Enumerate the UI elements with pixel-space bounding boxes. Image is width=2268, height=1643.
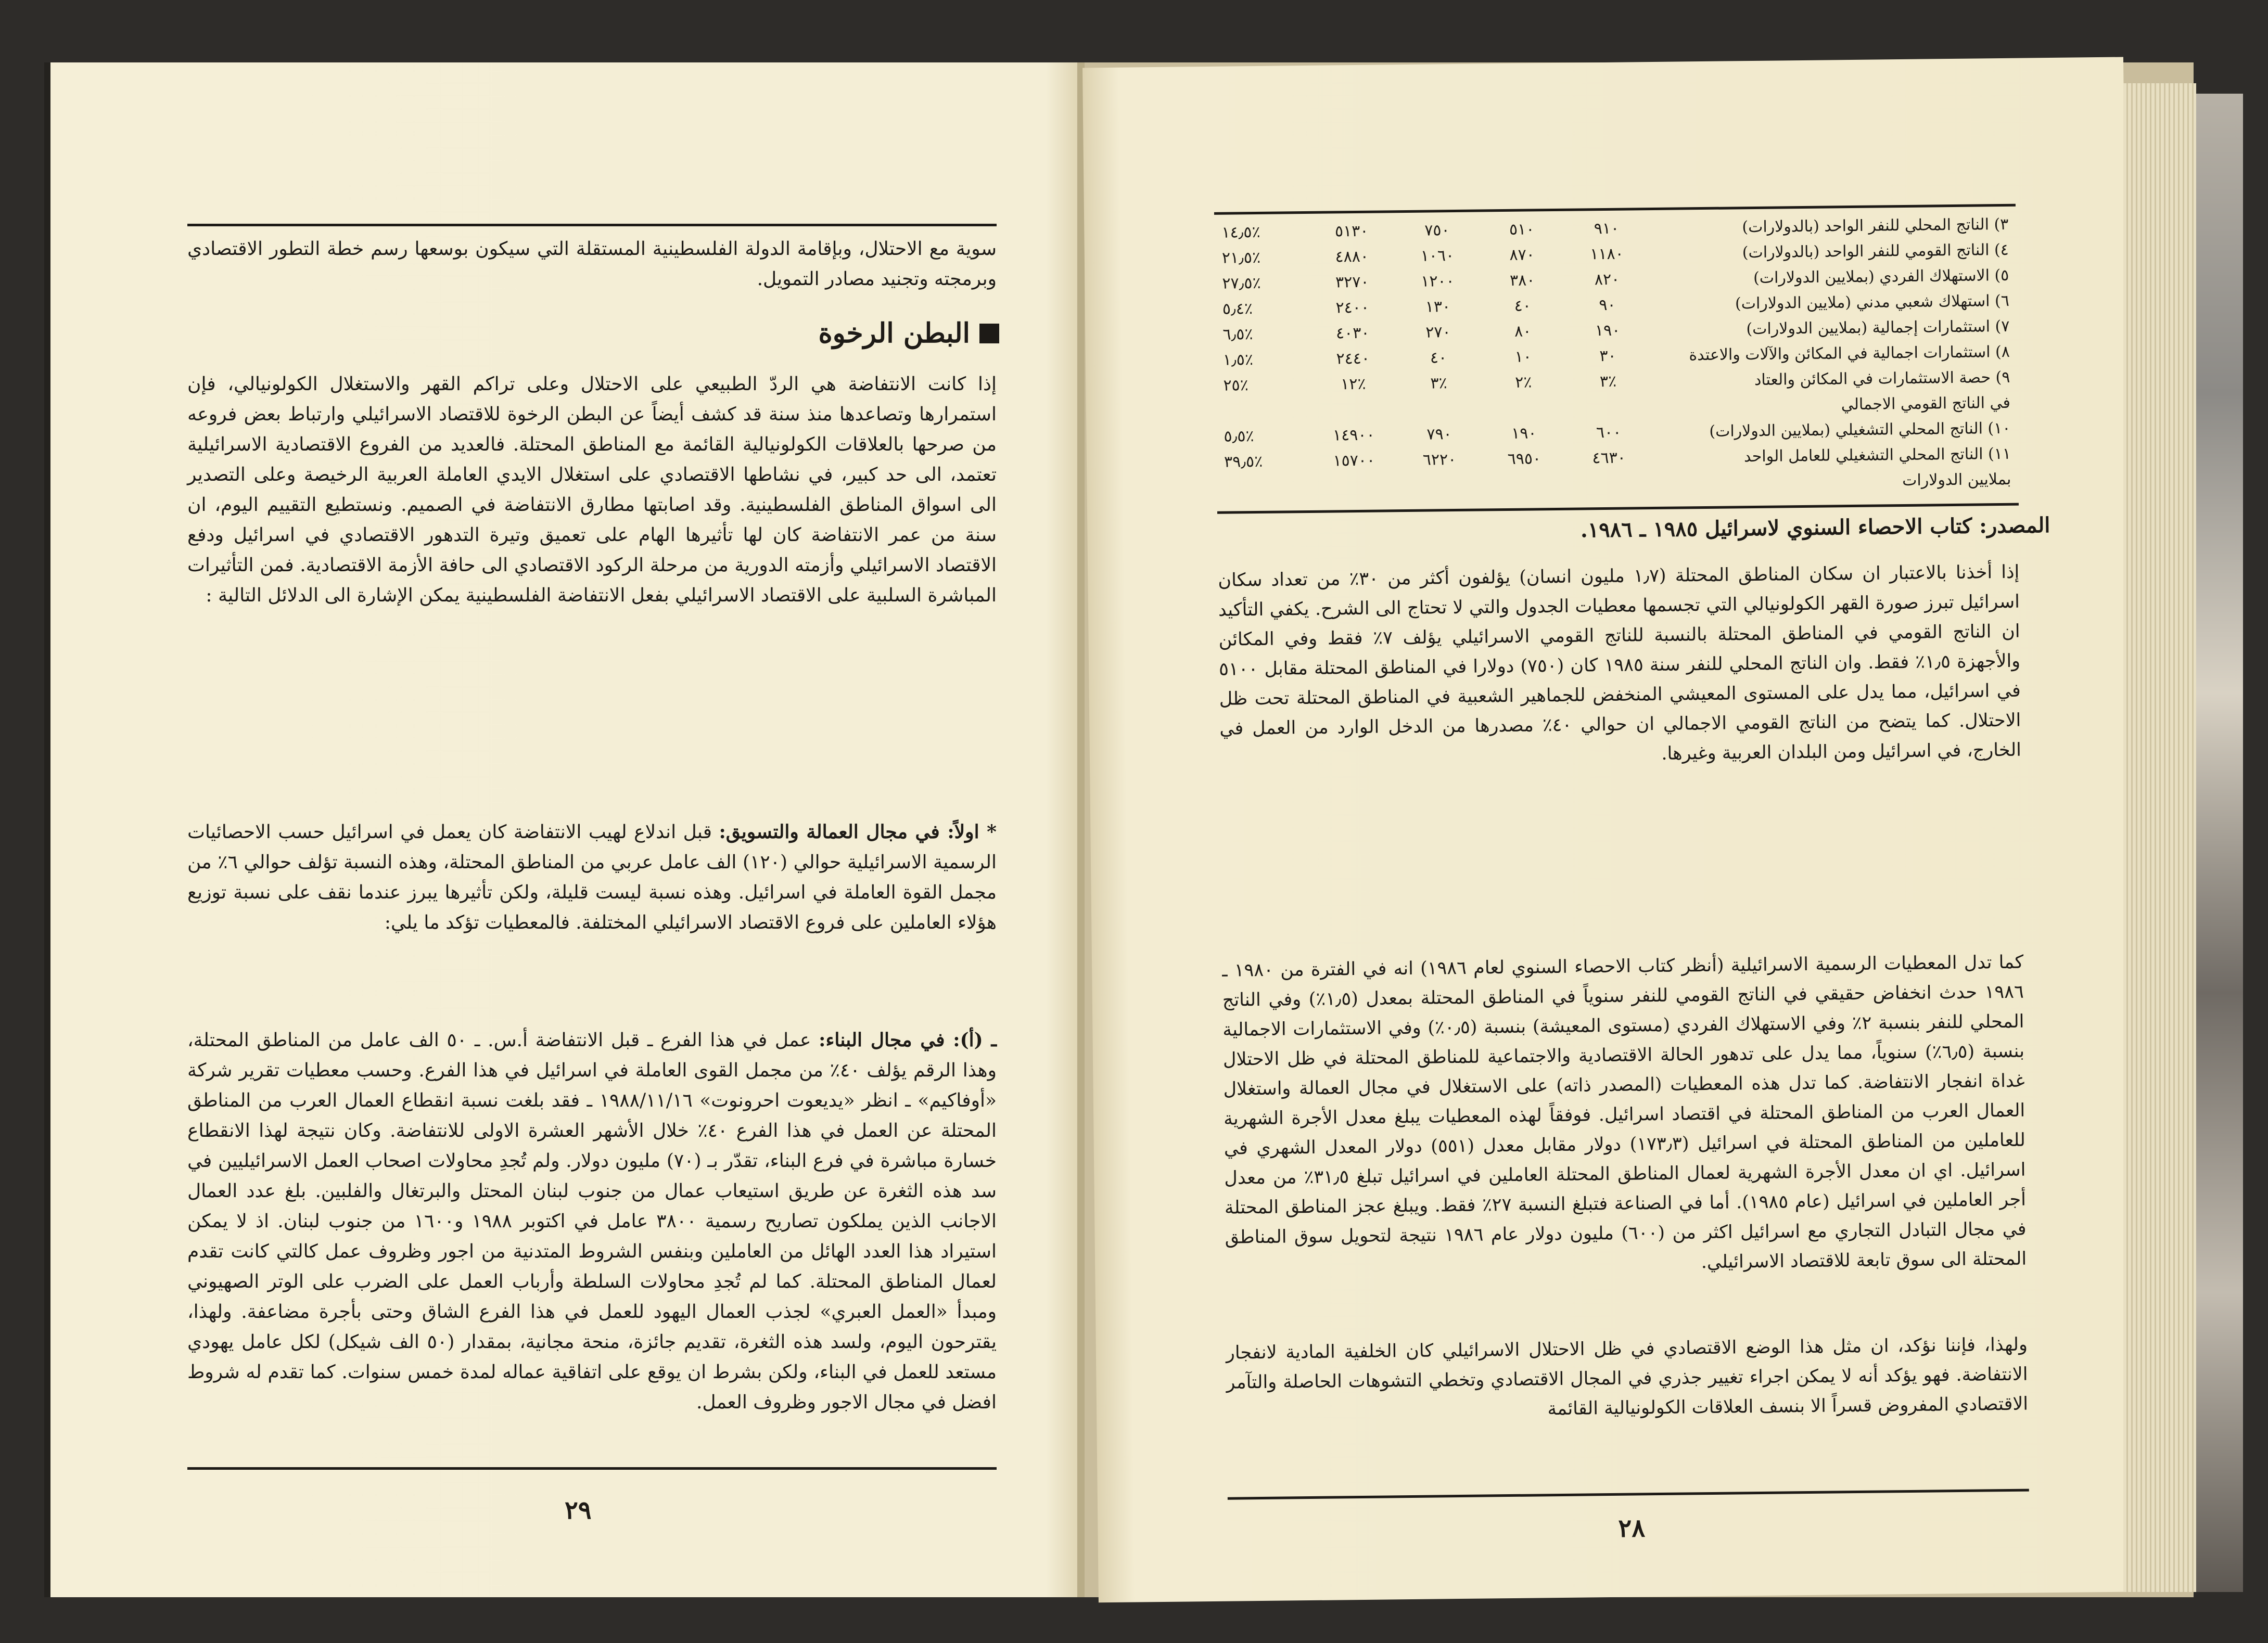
row-value bbox=[1566, 394, 1651, 420]
row-percent: ٪٥٫٤ bbox=[1222, 300, 1253, 318]
row-value bbox=[1311, 473, 1397, 499]
left-page bbox=[44, 62, 1077, 1597]
bottom-rule bbox=[187, 1467, 997, 1470]
row-value: ٪٣ bbox=[1430, 374, 1447, 393]
row-value: ١٠ bbox=[1514, 348, 1532, 366]
paragraph-1 bbox=[187, 369, 997, 611]
row-value bbox=[1482, 471, 1567, 498]
row-value: ٣٢٧٠ bbox=[1335, 273, 1369, 292]
row-value: ٨٧٠ bbox=[1509, 246, 1535, 264]
row-value: ٣٨٠ bbox=[1509, 271, 1535, 290]
section-2-text: عمل في هذا الفرع ـ قبل الانتفاضة أ.س. ـ ٥٠ الف عامل من المناطق المحتلة، وهذا الرقم يؤلف ٤٠٪ من مجمل القوى العاملة في اسرائيل في هذا الفرع. وحسب معطيات تقرير شركة «أوفاكيم» ـ انظر «يديعوت احرونوت» ١٩٨٨/١١/١٦ ـ فقد بلغت نسبة انقطاع العمال العرب من المناطق المحتلة عن العمل في هذا الفرع ٤٠٪ خلال الأشهر العشرة الاولى للانتفاضة. وكان نتيجة لهذا الانقطاع خسارة مباشرة في فرع البناء، تقدّر بـ (٧٠) مليون دولار. ولم تُجدِ محاولات اصحاب العمل الاسرائيليين في سد هذه الثغرة عن طريق استيعاب عمال من جنوب لبنان المحتل والبرتغال والفلبين. بلغ عدد العمال الاجانب الذين يملكون تصاريح رسمية ٣٨٠٠ عامل في اكتوبر ١٩٨٨ و١٦٠٠ من جنوب لبنان. اذ لا يمكن استيراد هذا العدد الهائل من العاملين وبنفس الشروط المتدنية من اجور وظروف عمل كالتي كانت تقدم لعمال المناطق المحتلة. كما لم تُجدِ محاولات السلطة وأرباب العمل على الضرب على الوتر الصهيوني ومبدأ «العمل العبري» لجذب العمال اليهود للعمل في هذا الفرع الشاق وحتى بأجرة مضاعفة. ولهذا، يقترحون اليوم، ولسد هذه الثغرة، تقديم جائزة، منحة مجانية، بمقدار (٥٠ الف شيكل) لكل عامل يهودي مستعد للعمل في البناء، ولكن بشرط ان يوقع على اتفاقية عماله لمدة خمس سنوات. كما تقدم له شروط افضل في مجال الاجور وظروف العمل. bbox=[187, 1030, 997, 1413]
row-value: ١٣٠ bbox=[1425, 298, 1451, 316]
row-label: ٤) الناتج القومي للنفر الواحد (بالدولارات) bbox=[1742, 240, 2009, 262]
row-label: ٥) الاستهلاك الفردي (بملايين الدولارات) bbox=[1753, 266, 2009, 287]
row-value: ٧٥٠ bbox=[1424, 221, 1450, 240]
row-label: ١٠) الناتج المحلي التشغيلي (بملايين الدولارات) bbox=[1709, 419, 2011, 441]
row-value: ٨٢٠ bbox=[1594, 270, 1620, 289]
section-1-text: قبل اندلاع لهيب الانتفاضة كان يعمل في اسرائيل حسب الاحصائيات الرسمية الاسرائيلية حوالي (١٢٠) الف عامل عربي من المناطق المحتلة، وهذه النسبة تؤلف حوالي ٦٪ من مجمل القوة العاملة في اسرائيل. وهذه نسبة ليست قليلة، ولكن تأثيرها يبرز عندما نقف على نسبة توزيع هؤلاء العاملين على فروع الاقتصاد الاسرائيلي المختلفة. فالمعطيات تؤكد ما يلي: bbox=[187, 822, 997, 933]
row-value: ٩١٠ bbox=[1594, 219, 1620, 238]
row-percent bbox=[1217, 474, 1311, 500]
row-label: ٨) استثمارات اجمالية في المكائن والآلات والاعتدة bbox=[1689, 342, 2010, 365]
section-1 bbox=[187, 817, 997, 938]
row-label: ١١) الناتج المحلي التشغيلي للعامل الواحد bbox=[1743, 444, 2011, 466]
row-label: بملايين الدولارات bbox=[1902, 470, 2011, 490]
row-value bbox=[1566, 470, 1651, 497]
row-value bbox=[1396, 395, 1481, 422]
row-value: ٦٩٥٠ bbox=[1507, 450, 1541, 468]
row-value bbox=[1481, 395, 1566, 421]
section-2-title: ـ (أ): في مجال البناء: bbox=[819, 1029, 997, 1051]
row-value: ٥١٣٠ bbox=[1334, 222, 1369, 241]
row-value: ٤٨٨٠ bbox=[1335, 247, 1369, 266]
section-1-title: * اولاً: في مجال العمالة والتسويق: bbox=[719, 821, 997, 843]
row-percent: ٪١٤٫٥ bbox=[1221, 223, 1260, 242]
bottom-rule bbox=[1228, 1489, 2029, 1500]
intro-paragraph bbox=[187, 234, 997, 294]
paragraph-2 bbox=[1222, 948, 2027, 1282]
row-label: في الناتج القومي الاجمالي bbox=[1841, 393, 2011, 414]
row-value: ٤٦٣٠ bbox=[1592, 448, 1626, 468]
section-2 bbox=[187, 1025, 997, 1418]
row-value: ٤٠٣٠ bbox=[1335, 324, 1370, 343]
paragraph-3-text: ولهذا، فإننا نؤكد، ان مثل هذا الوضع الاقتصادي في ظل الاحتلال الاسرائيلي كان الخلفية المادية لانفجار الانتفاضة. فهو يؤكد أنه لا يمكن اجراء تغيير جذري في المجال الاقتصادي وتخطي التشوهات الحاصلة والتآمر الاقتصادي المفروض قسراً الا بنسف العلاقات الكولونيالية القائمة bbox=[1226, 1334, 2029, 1420]
row-label: ٧) استثمارات إجمالية (بملايين الدولارات) bbox=[1746, 317, 2010, 339]
paragraph-1-text: إذا كانت الانتفاضة هي الردّ الطبيعي على الاحتلال وعلى تراكم القهر والاستغلال الكولونيالي، فإن استمرارها وتصاعدها منذ سنة قد كشف أيضاً عن البطن الرخوة للاقتصاد الاسرائيلي وارتباط بعض فروعه من صرحها بالعلاقات الكولونيالية القائمة مع المناطق المحتلة. فالعديد من الفروع الاقتصادية الاسرائيلية تعتمد، الى حد كبير، في نشاطها الاقتصادي على استغلال الايدي العاملة العربية الرخيصة وعلى التصدير الى اسواق المناطق الفلسطينية. وقد اصابتها مطارق الانتفاضة في الصميم. ونستطيع التقييم اليوم، ان سنة من عمر الانتفاضة كان لها تأثيرها الهام على تعميق وتيرة التدهور الاقتصادي في اسرائيل ودفع الاقتصاد الاسرائيلي وأزمته الدورية من مرحلة الركود الاقتصادي الى حافة الأزمة الاقتصادية. فمن التأثيرات المباشرة السلبية على الاقتصاد الاسرائيلي بفعل الانتفاضة الفلسطينية يمكن الإشارة الى الدلائل التالية : bbox=[187, 374, 997, 606]
row-percent: ٪٥٫٥ bbox=[1224, 427, 1254, 446]
paragraph-2-text: كما تدل المعطيات الرسمية الاسرائيلية (أنظر كتاب الاحصاء السنوي لعام ١٩٨٦) انه في الفترة من ١٩٨٠ ـ ١٩٨٦ حدث انخفاض حقيقي في الناتج القومي للنفر سنوياً في المناطق المحتلة بمعدل (١٫٥٪) وفي الناتج المحلي للنفر بنسبة ٢٪ وفي الاستهلاك الفردي (مستوى المعيشة) بنسبة (٠٫٥٪) وفي الاستثمارات الاجمالية بنسبة (٦٫٥٪) سنوياً، مما يدل على تدهور الحالة الاقتصادية والاجتماعية للمناطق المحتلة في ظل الاحتلال غداة انفجار الانتفاضة. كما تدل هذه المعطيات (المصدر ذاته) على الاستغلال في مجال العمالة واستغلال العمال العرب من المناطق المحتلة في اقتصاد اسرائيل. فوفقاً لهذه المعطيات يبلغ معدل الأجرة الشهرية للعاملين من المناطق المحتلة في اسرائيل (١٧٣٫٣) دولار مقابل معدل (٥٥١) دولار المعدل الشهري في اسرائيل. اي ان معدل الأجرة الشهرية لعمال المناطق المحتلة العاملين في اسرائيل تبلغ ٣١٫٥٪ من معدل أجر العاملين في اسرائيل (عام ١٩٨٥). أما في الصناعة فتبلغ النسبة ٢٧٪ فقط. ويبلغ عجز المناطق المحتلة في مجال التبادل التجاري مع اسرائيل اكثر من (٦٠٠) مليون دولار عام ١٩٨٦ نتيجة لتحويل سوق المناطق المحتلة الى سوق تابعة للاقتصاد الاسرائيلي. bbox=[1222, 952, 2027, 1273]
row-value: ٧٩٠ bbox=[1426, 425, 1452, 444]
row-value: ٦٢٢٠ bbox=[1422, 450, 1457, 469]
row-value: ٤٠ bbox=[1514, 297, 1532, 315]
table-bottom-rule bbox=[1217, 503, 2019, 514]
row-value: ١٥٧٠٠ bbox=[1333, 451, 1375, 470]
row-value: ٥١٠ bbox=[1509, 220, 1535, 239]
row-label: ٣) الناتج المحلي للنفر الواحد (بالدولارات) bbox=[1742, 215, 2009, 237]
row-percent: ٪٢٧٫٥ bbox=[1222, 274, 1261, 293]
row-value: ٩٠ bbox=[1599, 296, 1616, 315]
row-value: ٢٧٠ bbox=[1425, 323, 1451, 342]
row-label: ٦) استهلاك شعبي مدني (ملايين الدولارات) bbox=[1735, 291, 2010, 313]
row-value: ٢٤٤٠ bbox=[1336, 349, 1370, 368]
row-value bbox=[1310, 396, 1397, 423]
row-percent: ٪٢٥ bbox=[1223, 376, 1249, 395]
row-percent: ٪٢١٫٥ bbox=[1221, 248, 1261, 267]
source-line: المصدر: كتاب الاحصاء السنوي لاسرائيل ١٩٨٥ ـ ١٩٨٦. bbox=[1580, 513, 2050, 543]
intro-text: سوية مع الاحتلال، وبإقامة الدولة الفلسطينية المستقلة التي سيكون بوسعها رسم خطة التطور الاقتصادي وبرمجته وتجنيد مصادر التمويل. bbox=[187, 238, 997, 290]
book-gutter bbox=[1077, 62, 1085, 1597]
row-percent: ٪٦٫٥ bbox=[1222, 325, 1253, 344]
row-label: ٩) حصة الاستثمارات في المكائن والعتاد bbox=[1754, 368, 2010, 389]
page-number-right: ٢٨ bbox=[1618, 1513, 1646, 1543]
row-value: ١٠٦٠ bbox=[1420, 247, 1455, 265]
heading-text: البطن الرخوة bbox=[818, 317, 970, 349]
page-number-left: ٢٩ bbox=[565, 1496, 592, 1525]
row-value: ٪٣ bbox=[1599, 372, 1617, 391]
row-value: ١٤٩٠٠ bbox=[1332, 426, 1375, 445]
paragraph-1-text: إذا أخذنا بالاعتبار ان سكان المناطق المحتلة (١٫٧ مليون انسان) يؤلفون أكثر من ٣٠٪ من تعداد سكان اسرائيل تبرز صورة القهر الكولونيالي التي تجسمها معطيات الجدول والتي لا تحتاج الى الشرح. يكفي التأكيد ان الناتج القومي في المناطق المحتلة بالنسبة للناتج القومي الاسرائيلي يؤلف ٧٪ فقط وفي المكائن والأجهزة ١٫٥٪ فقط. وان الناتج المحلي للنفر سنة ١٩٨٥ كان (٧٥٠) دولارا في المناطق المحتلة مقابل ٥١٠٠ في اسرائيل، مما يدل على المستوى المعيشي المنخفض للجماهير الشعبية في المناطق المحتلة تحت ظل الاحتلال. كما يتضح من الناتج القومي الاجمالي ان حوالي ٤٠٪ مصدرها من الدخل الوارد من العمل في الخارج، في اسرائيل ومن البلدان العربية وغيرها. bbox=[1218, 561, 2022, 764]
right-page bbox=[1082, 57, 2139, 1603]
paragraph-3 bbox=[1226, 1330, 2029, 1428]
open-booklet bbox=[44, 62, 2194, 1597]
outer-edge-shadow bbox=[44, 62, 50, 1597]
row-value: ١٩٠ bbox=[1595, 321, 1621, 340]
row-value: ٨٠ bbox=[1514, 322, 1532, 341]
top-rule bbox=[187, 224, 997, 226]
row-value: ١١٨٠ bbox=[1590, 245, 1624, 264]
row-percent bbox=[1216, 397, 1311, 424]
row-value: ٪٢ bbox=[1514, 373, 1532, 392]
paragraph-1 bbox=[1218, 558, 2021, 774]
row-value: ٣٠ bbox=[1599, 346, 1616, 366]
cover-edge bbox=[2196, 94, 2243, 1592]
row-value: ١٩٠ bbox=[1511, 424, 1537, 443]
square-bullet-icon bbox=[979, 324, 999, 343]
row-value: ٢٤٠٠ bbox=[1335, 298, 1370, 317]
row-value: ٪١٢ bbox=[1340, 375, 1366, 394]
row-percent: ٪٣٩٫٥ bbox=[1224, 452, 1263, 471]
row-value bbox=[1397, 472, 1482, 498]
row-value: ١٢٠٠ bbox=[1421, 272, 1455, 291]
row-value: ٦٠٠ bbox=[1596, 423, 1622, 442]
section-heading bbox=[818, 317, 999, 349]
statistics-table bbox=[1214, 212, 2019, 500]
row-value: ٤٠ bbox=[1430, 349, 1447, 367]
page-edge-stack bbox=[2123, 83, 2196, 1592]
row-percent: ٪١٫٥ bbox=[1222, 351, 1254, 369]
